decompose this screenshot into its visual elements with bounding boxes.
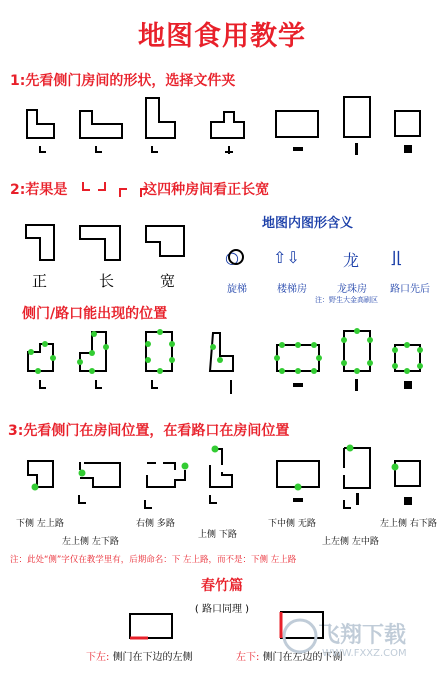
spring-title: 春竹篇 [201,578,243,594]
step2-prefix: 2:若果是 [10,182,68,198]
spring-item-1-text: 侧门在下边的左侧 [112,652,193,663]
step3-label-b: 左上侧 左下路 [62,537,119,547]
step3-label-f: 上左侧 左中路 [322,537,379,547]
step3-label-d: 上侧 下路 [198,530,237,540]
shape-l-long [80,111,122,138]
shape-square-l [26,225,54,260]
watermark-brand: 飞翔下载 [318,623,407,648]
legend-note: 注：野生大金高刷区 [315,296,378,304]
legend-title: 地图内图形含义 [262,216,354,231]
legend-label-stair-room: 楼梯房 [277,284,307,295]
step3-label-c: 右侧 多路 [136,519,175,529]
legend-junction-icon: ⌋⌊ [390,248,403,267]
shape-wide-l [146,226,184,256]
spring-item-1-head: 下左: [86,652,110,663]
label-wide: 宽 [160,272,176,290]
step3-heading: 3:先看侧门在房间位置，在看路口在房间位置 [8,423,290,439]
legend-label-junction: 路口先后 [390,284,430,295]
naming-note: 注：此处“侧”字仅在教学里有，后期命名：下 左上路，而不是：下侧 左上路 [10,555,297,565]
shape-l-tall [146,98,175,138]
legend-label-dragon-room: 龙珠房 [337,284,367,295]
shape-long-l [80,226,120,260]
shape-rect-wide [276,111,318,137]
step1-heading: 1:先看侧门房间的形状，选择文件夹 [10,73,236,89]
step2-suffix: 这四种房间看正长宽 [143,182,270,198]
watermark-logo-icon [284,620,316,652]
legend-stairs-icon: ⇧⇩ [273,248,300,267]
page-title: 地图食用教学 [138,21,306,52]
spring-item-2-head: 左下: [236,652,260,663]
step3-label-g: 左上侧 右下路 [380,519,437,529]
watermark-url: WWW.FXXZ.COM [322,648,407,659]
spring-item-2-text: 侧门在左边的下侧 [262,652,343,663]
spring-subtitle: ( 路口同理 ) [194,604,250,615]
shape-l-small [27,110,54,138]
side-door-heading: 侧门/路口能出现的位置 [22,306,168,322]
step3-label-e: 下中侧 无路 [268,519,316,529]
legend-circle-icon: ○ [225,248,239,267]
shape-rect-tall [344,97,370,137]
legend-dragon-icon: 龙 [343,251,360,270]
shape-square [395,111,420,136]
label-long: 长 [99,272,115,290]
step3-label-a: 下侧 左上路 [16,519,64,529]
shape-t [211,112,244,138]
door-markers [28,328,423,374]
legend-label-spiral: 旋梯 [227,284,247,295]
label-square: 正 [32,272,48,290]
